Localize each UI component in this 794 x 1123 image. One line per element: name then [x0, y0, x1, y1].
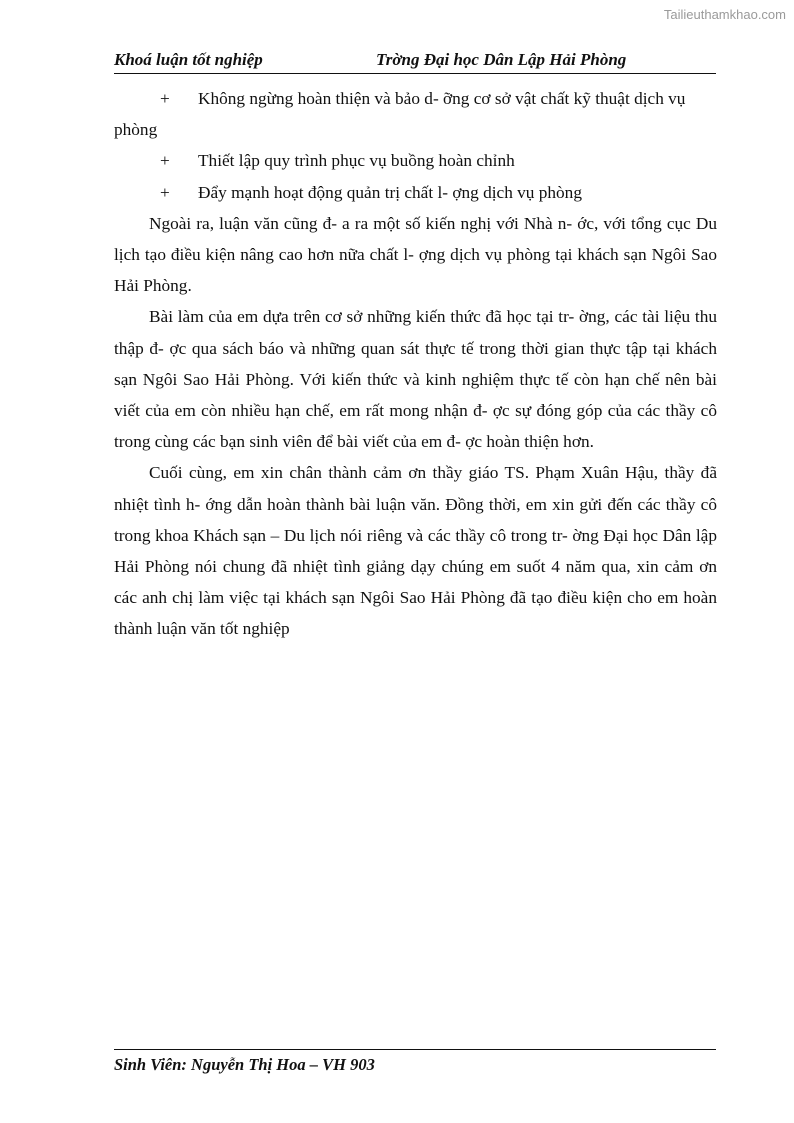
bullet-marker: +	[160, 182, 170, 202]
bullet-marker: +	[160, 151, 170, 171]
bullet-item	[114, 83, 717, 114]
page-header	[114, 50, 716, 72]
paragraph-acknowledgement: Cuối cùng, em xin chân thành cảm ơn thầy giáo TS. Phạm Xuân Hậu, thầy đã nhiệt tình h- ớng dẫn hoàn thành bài luận văn. Đồng thời, em xin gửi đến các thầy cô trong khoa Khách sạn – Du lịch nói riêng và các thầy cô trong tr- ờng Đại học Dân lập Hải Phòng nói chung đã nhiệt tình giảng dạy chúng em suốt 4 năm qua, xin cảm ơn các anh chị làm việc tại khách sạn Ngôi Sao Hải Phòng đã tạo điều kiện cho em hoàn thành luận văn tốt nghiệp	[114, 463, 717, 639]
bullet-item	[114, 177, 717, 208]
header-thesis-title: Khoá luận tốt nghiệp	[114, 50, 263, 69]
footer-divider	[114, 1049, 716, 1050]
bullet-text: Không ngừng hoàn thiện và bảo d- ỡng cơ sở vật chất kỹ thuật dịch vụ	[198, 89, 686, 108]
document-body	[114, 83, 717, 645]
bullet-item	[114, 145, 717, 176]
header-university: Trờng Đại học Dân Lập Hải Phòng	[376, 50, 627, 69]
bullet-continuation: phòng	[114, 120, 158, 140]
paragraph-recommendations: Ngoài ra, luận văn cũng đ- a ra một số kiến nghị với Nhà n- ớc, với tổng cục Du lịch tạo điều kiện nâng cao hơn nữa chất l- ợng dịch vụ phòng tại khách sạn Ngôi Sao Hải Phòng.	[114, 213, 717, 296]
bullet-text: Thiết lập quy trình phục vụ buồng hoàn chỉnh	[198, 151, 515, 171]
watermark-text: Tailieuthamkhao.com	[663, 7, 786, 22]
page-footer: Sinh Viên: Nguyễn Thị Hoa – VH 903	[114, 1055, 375, 1074]
header-divider	[114, 73, 716, 74]
bullet-text: Đẩy mạnh hoạt động quản trị chất l- ợng dịch vụ phòng	[198, 182, 582, 202]
bullet-marker: +	[160, 89, 170, 108]
paragraph-basis: Bài làm của em dựa trên cơ sở những kiến thức đã học tại tr- ờng, các tài liệu thu thập đ- ợc qua sách báo và những quan sát thực tế trong thời gian thực tập tại khách sạn Ngôi Sao Hải Phòng. Với kiến thức và kinh nghiệm thực tế còn hạn chế nên bài viết của em còn nhiều hạn chế, em rất mong nhận đ- ợc sự đóng góp của các thầy cô trong cùng các bạn sinh viên để bài viết của em đ- ợc hoàn thiện hơn.	[114, 307, 717, 452]
